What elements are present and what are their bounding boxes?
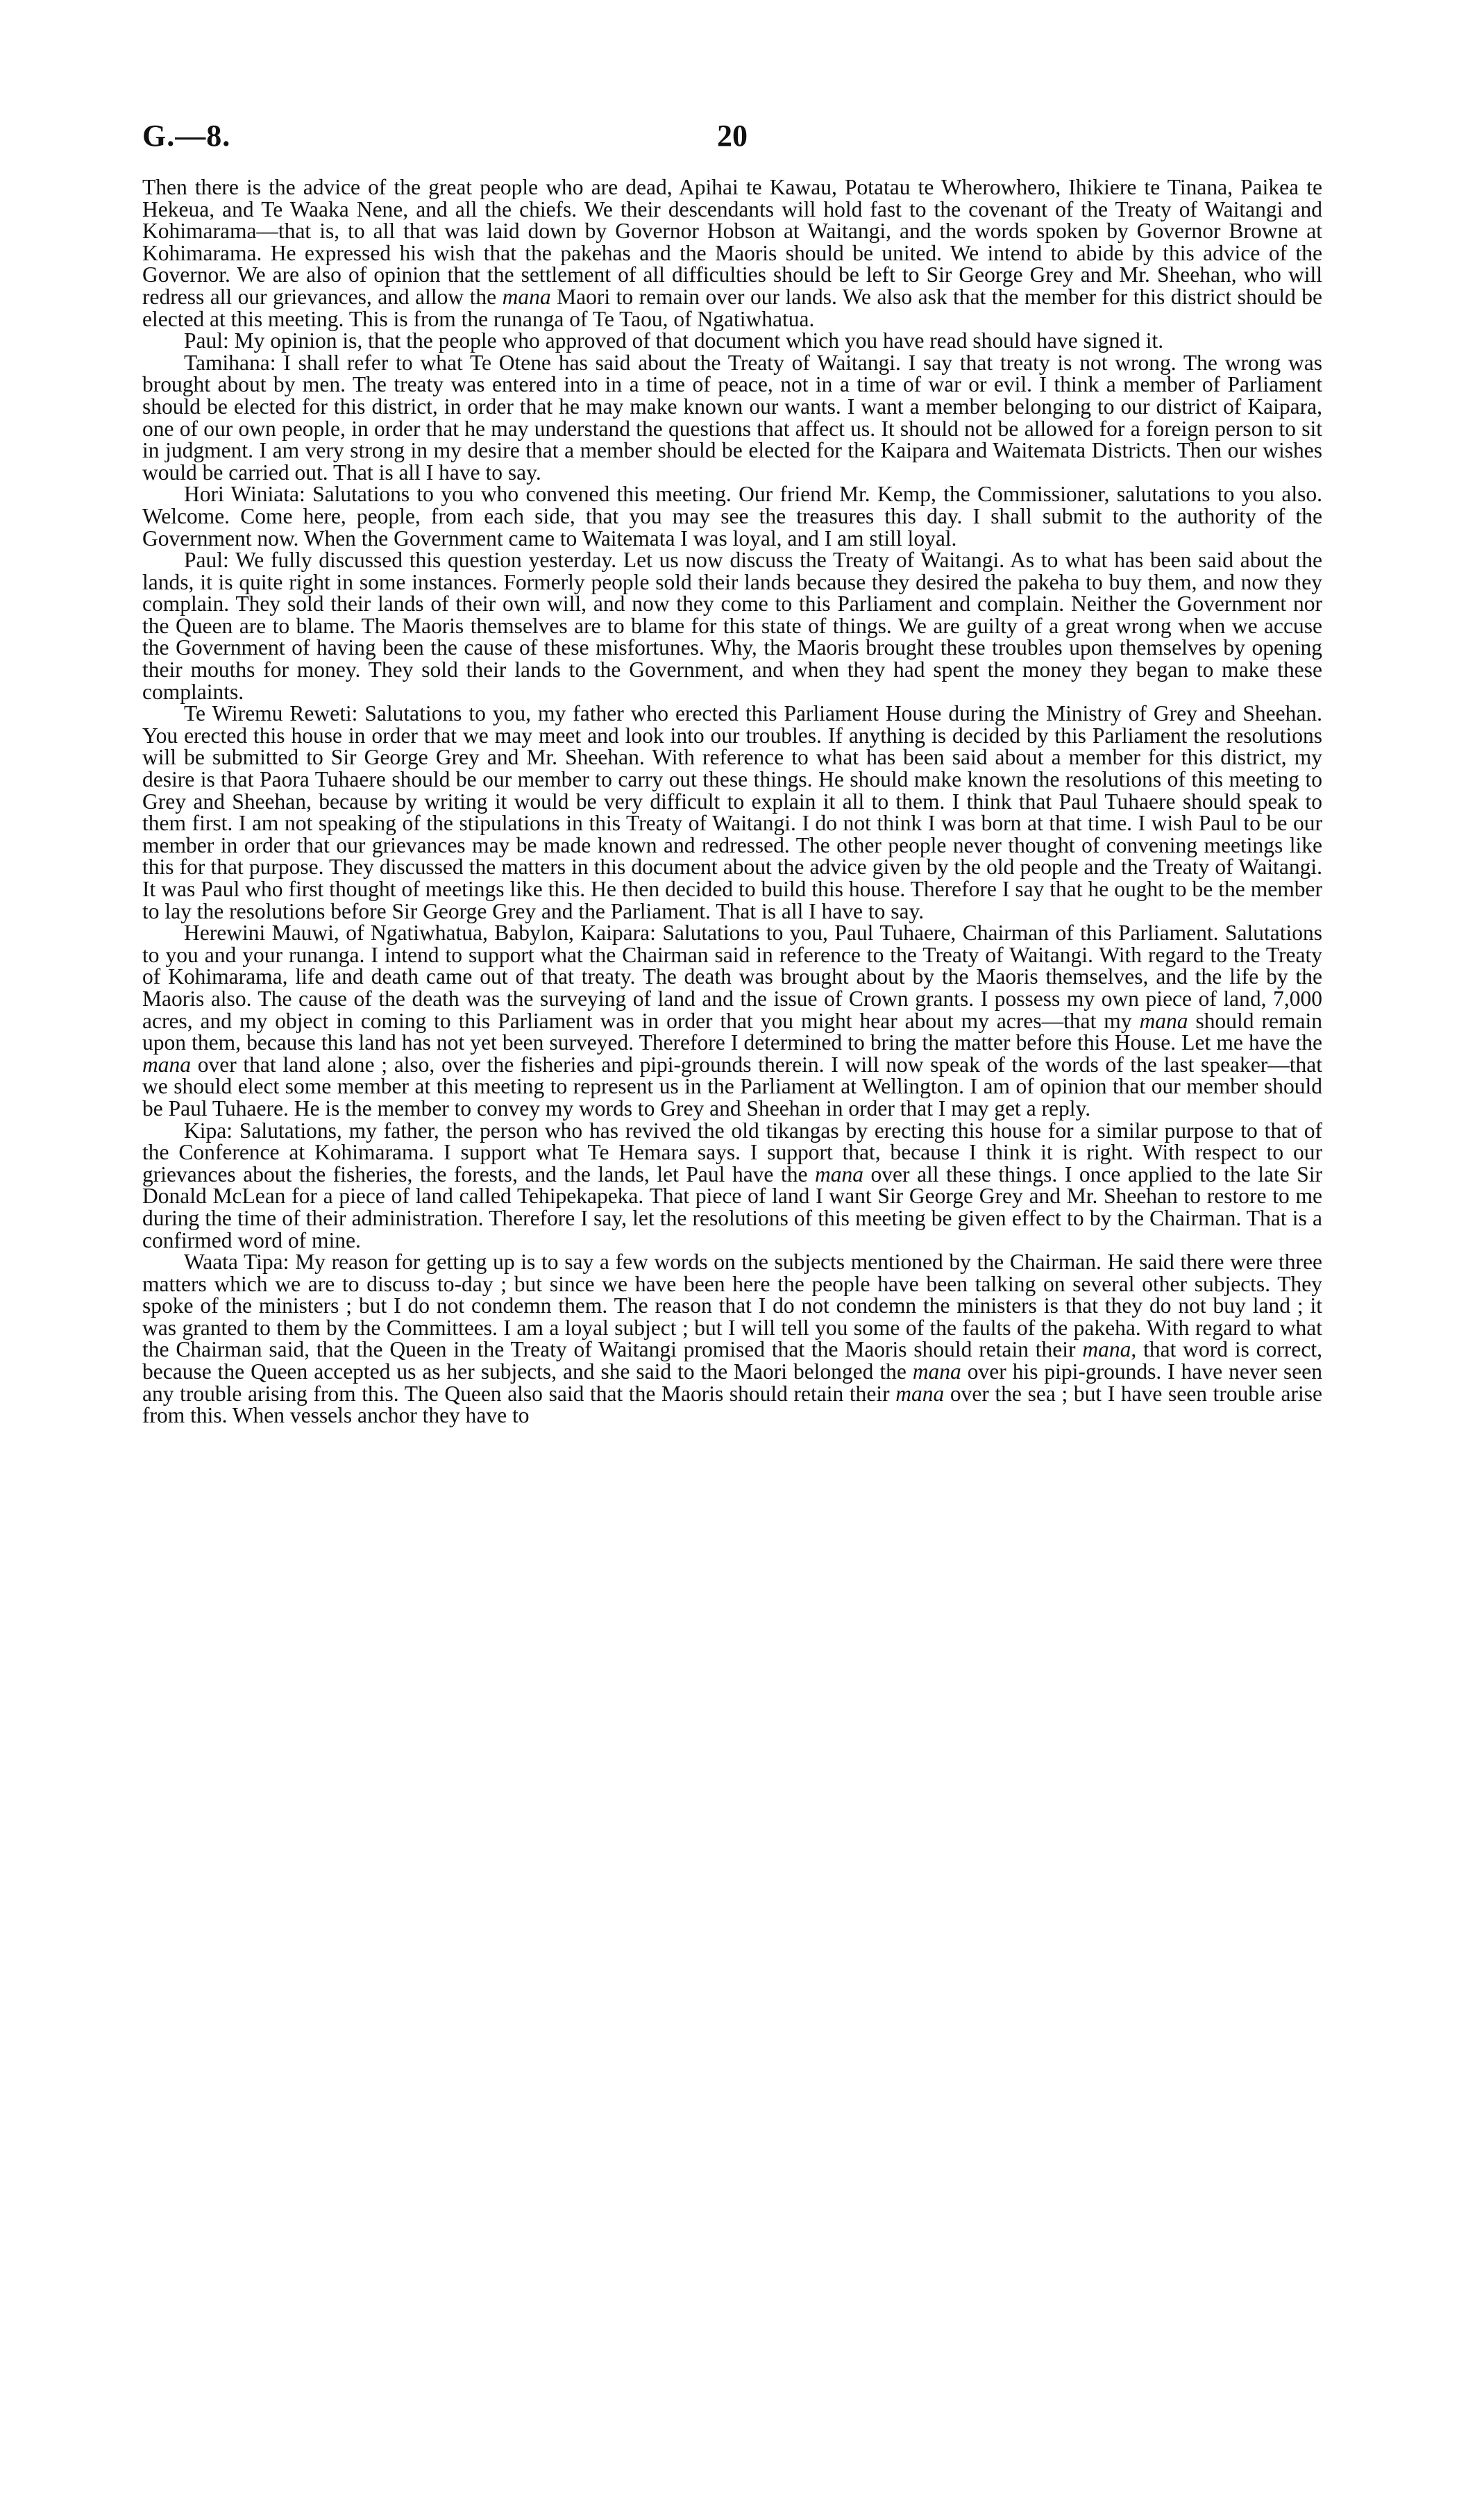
- italic-term: mana: [142, 1052, 191, 1077]
- speaker-name: Te Wiremu Reweti: [184, 701, 352, 726]
- document-page: [142, 118, 1322, 1427]
- text-segment: : My reason for getting up is to say a few words on the subjects mentioned by the Chairman. He said there were three matters which we are to discuss to-day ; but since we have been here the people have been talking on several other subjects. They spoke of the ministers ; but I do not condemn them. The reason that I do not condemn the ministers is that they do not buy land ; it was granted to them by the Committees. I am a loyal subject ; but I will tell you some of the faults of the pakeha. With regard to what the Chairman said, that the Queen in the Treaty of Waitangi promised that the Maoris should retain their: [142, 1250, 1322, 1362]
- text-segment: : Salutations to you who convened this meeting. Our friend Mr. Kemp, the Commissioner, salutations to you also. Welcome. Come here, people, from each side, that you may see the treasures this day. I shall submit to the authority of the Government now. When the Government came to Waitemata I was loyal, and I am still loyal.: [142, 482, 1322, 551]
- page-header: [142, 118, 1322, 160]
- text-segment: : Salutations to you, my father who erected this Parliament House during the Ministry of Grey and Sheehan. You erected this house in order that we may meet and look into our troubles. If anything is decided by this Parliament the resolutions will be submitted to Sir George Grey and Mr. Sheehan. With reference to what has been said about a member for this district, my desire is that Paora Tuhaere should be our member to carry out these things. He should make known the resolutions of this meeting to Grey and Sheehan, because by writing it would be very difficult to explain it all to them. I think that Paul Tuhaere should speak to them first. I am not speaking of the stipulations in this Treaty of Waitangi. I do not think I was born at that time. I wish Paul to be our member in order that our grievances may be made known and redressed. The other people never thought of convening meetings like this for that purpose. They discussed the matters in this document about the advice given by the old people and the Treaty of Waitangi. It was Paul who first thought of meetings like this. He then decided to build this house. Therefore I say that he ought to be the member to lay the resolutions before Sir George Grey and the Parliament. That is all I have to say.: [142, 701, 1322, 923]
- text-segment: Then there is the advice of the great people who are dead, Apihai te Kawau, Potatau te Wherowhero, Ihikiere te Tinana, Paikea te Hekeua, and Te Waaka Nene, and all the chiefs. We their descendants will hold fast to the covenant of the Treaty of Waitangi and Kohimarama—that is, to all that was laid down by Governor Hobson at Waitangi, and the words spoken by Governor Browne at Kohimarama. He expressed his wish that the pakehas and the Maoris should be united. We intend to abide by this advice of the Governor. We are also of opinion that the settlement of all difficulties should be left to Sir George Grey and Mr. Sheehan, who will redress all our grievances, and allow the: [142, 175, 1322, 309]
- text-segment: over all these things. I once applied to the late Sir Donald McLean for a piece of land called Tehipekapeka. That piece of land I want Sir George Grey and Mr. Sheehan to restore to me during the time of their administration. Therefore I say, let the resolutions of this meeting be given effect to by the Chairman. That is a confirmed word of mine.: [142, 1161, 1323, 1252]
- italic-term: mana: [1082, 1337, 1131, 1362]
- paragraph: [142, 330, 1322, 352]
- italic-term: mana: [1139, 1008, 1188, 1033]
- text-segment: over that land alone ; also, over the fisheries and pipi-grounds therein. I will now speak of the words of the last speaker—that we should elect some member at this meeting to represent us in the Parliament at Wellington. I am of opinion that our member should be Paul Tuhaere. He is the member to convey my words to Grey and Sheehan in order that I may get a reply.: [142, 1052, 1322, 1121]
- speaker-name: Paul: [184, 548, 224, 573]
- text-segment: over the sea ; but I have seen trouble arise from this. When vessels anchor they have to: [142, 1381, 1322, 1428]
- speaker-name: Kipa: [184, 1118, 227, 1143]
- paragraph: [142, 549, 1322, 703]
- paragraph: [142, 703, 1322, 922]
- speaker-name: Tamihana: [184, 350, 270, 375]
- paragraph: [142, 483, 1322, 549]
- paragraph: [142, 922, 1322, 1119]
- text-segment: over his pipi-grounds. I have never seen any trouble arising from this. The Queen also said that the Maoris should retain their: [142, 1359, 1322, 1406]
- text-segment: : Salutations, my father, the person who has revived the old tikangas by erecting this house for a similar purpose to that of the Conference at Kohimarama. I support what Te Hemara says. I support that, because I think it is right. With respect to our grievances about the fisheries, the forests, and the lands, let Paul have the: [142, 1118, 1322, 1186]
- text-segment: : I shall refer to what Te Otene has said about the Treaty of Waitangi. I say that treaty is not wrong. The wrong was brought about by men. The treaty was entered into in a time of peace, not in a time of war or evil. I think a member of Parliament should be elected for this district, in order that he may make known our wants. I want a member belonging to our district of Kaipara, one of our own people, in order that he may understand the questions that affect us. It should not be allowed for a foreign person to sit in judgment. I am very strong in my desire that a member should be elected for the Kaipara and Waitemata Districts. Then our wishes would be carried out. That is all I have to say.: [142, 350, 1322, 485]
- text-segment: : We fully discussed this question yesterday. Let us now discuss the Treaty of Waitangi. As to what has been said about the lands, it is quite right in some instances. Formerly people sold their lands because they desired the pakeha to buy them, and now they complain. They sold their lands of their own will, and now they come to this Parliament and complain. Neither the Government nor the Queen are to blame. The Maoris themselves are to blame for this state of things. We are guilty of a great wrong when we accuse the Government of having been the cause of these misfortunes. Why, the Maoris brought these troubles upon themselves by opening their mouths for money. They sold their lands to the Government, and when they had spent the money they began to make these complaints.: [142, 548, 1322, 704]
- text-segment: : Salutations to you, Paul Tuhaere, Chairman of this Parliament. Salutations to you and your runanga. I intend to support what the Chairman said in reference to the Treaty of Waitangi. With regard to the Treaty of Kohimarama, life and death came out of that treaty. The death was brought about by the Maoris themselves, and the life by the Maoris also. The cause of the death was the surveying of land and the issue of Crown grants. I possess my own piece of land, 7,000 acres, and my object in coming to this Parliament was in order that you might hear about my acres—that my: [142, 921, 1322, 1033]
- paragraph: [142, 176, 1322, 330]
- speaker-name: Herewini Mauwi, of Ngatiwhatua, Babylon, Kaipara: [184, 921, 650, 946]
- document-reference: G.—8.: [142, 119, 231, 153]
- speaker-name: Hori Winiata: [184, 482, 299, 507]
- paragraph: [142, 1251, 1322, 1427]
- text-segment: Maori to remain over our lands. We also ask that the member for this district should be elected at this meeting. This is from the runanga of Te Taou, of Ngatiwhatua.: [142, 284, 1322, 331]
- text-segment: should remain upon them, because this land has not yet been surveyed. Therefore I determined to bring the matter before this House. Let me have the: [142, 1008, 1323, 1055]
- text-segment: : My opinion is, that the people who approved of that document which you have read should have signed it.: [223, 328, 1164, 353]
- speaker-name: Waata Tipa: [184, 1250, 283, 1275]
- paragraph: [142, 1120, 1322, 1252]
- paragraph: [142, 352, 1322, 484]
- italic-term: mana: [895, 1381, 945, 1406]
- page-number: 20: [717, 119, 748, 153]
- text-segment: , that word is correct, because the Queen accepted us as her subjects, and she said to the Maori belonged the: [142, 1337, 1322, 1384]
- body-text: [142, 176, 1322, 1427]
- italic-term: mana: [502, 284, 551, 309]
- italic-term: mana: [912, 1359, 961, 1384]
- italic-term: mana: [815, 1161, 863, 1186]
- speaker-name: Paul: [184, 328, 224, 353]
